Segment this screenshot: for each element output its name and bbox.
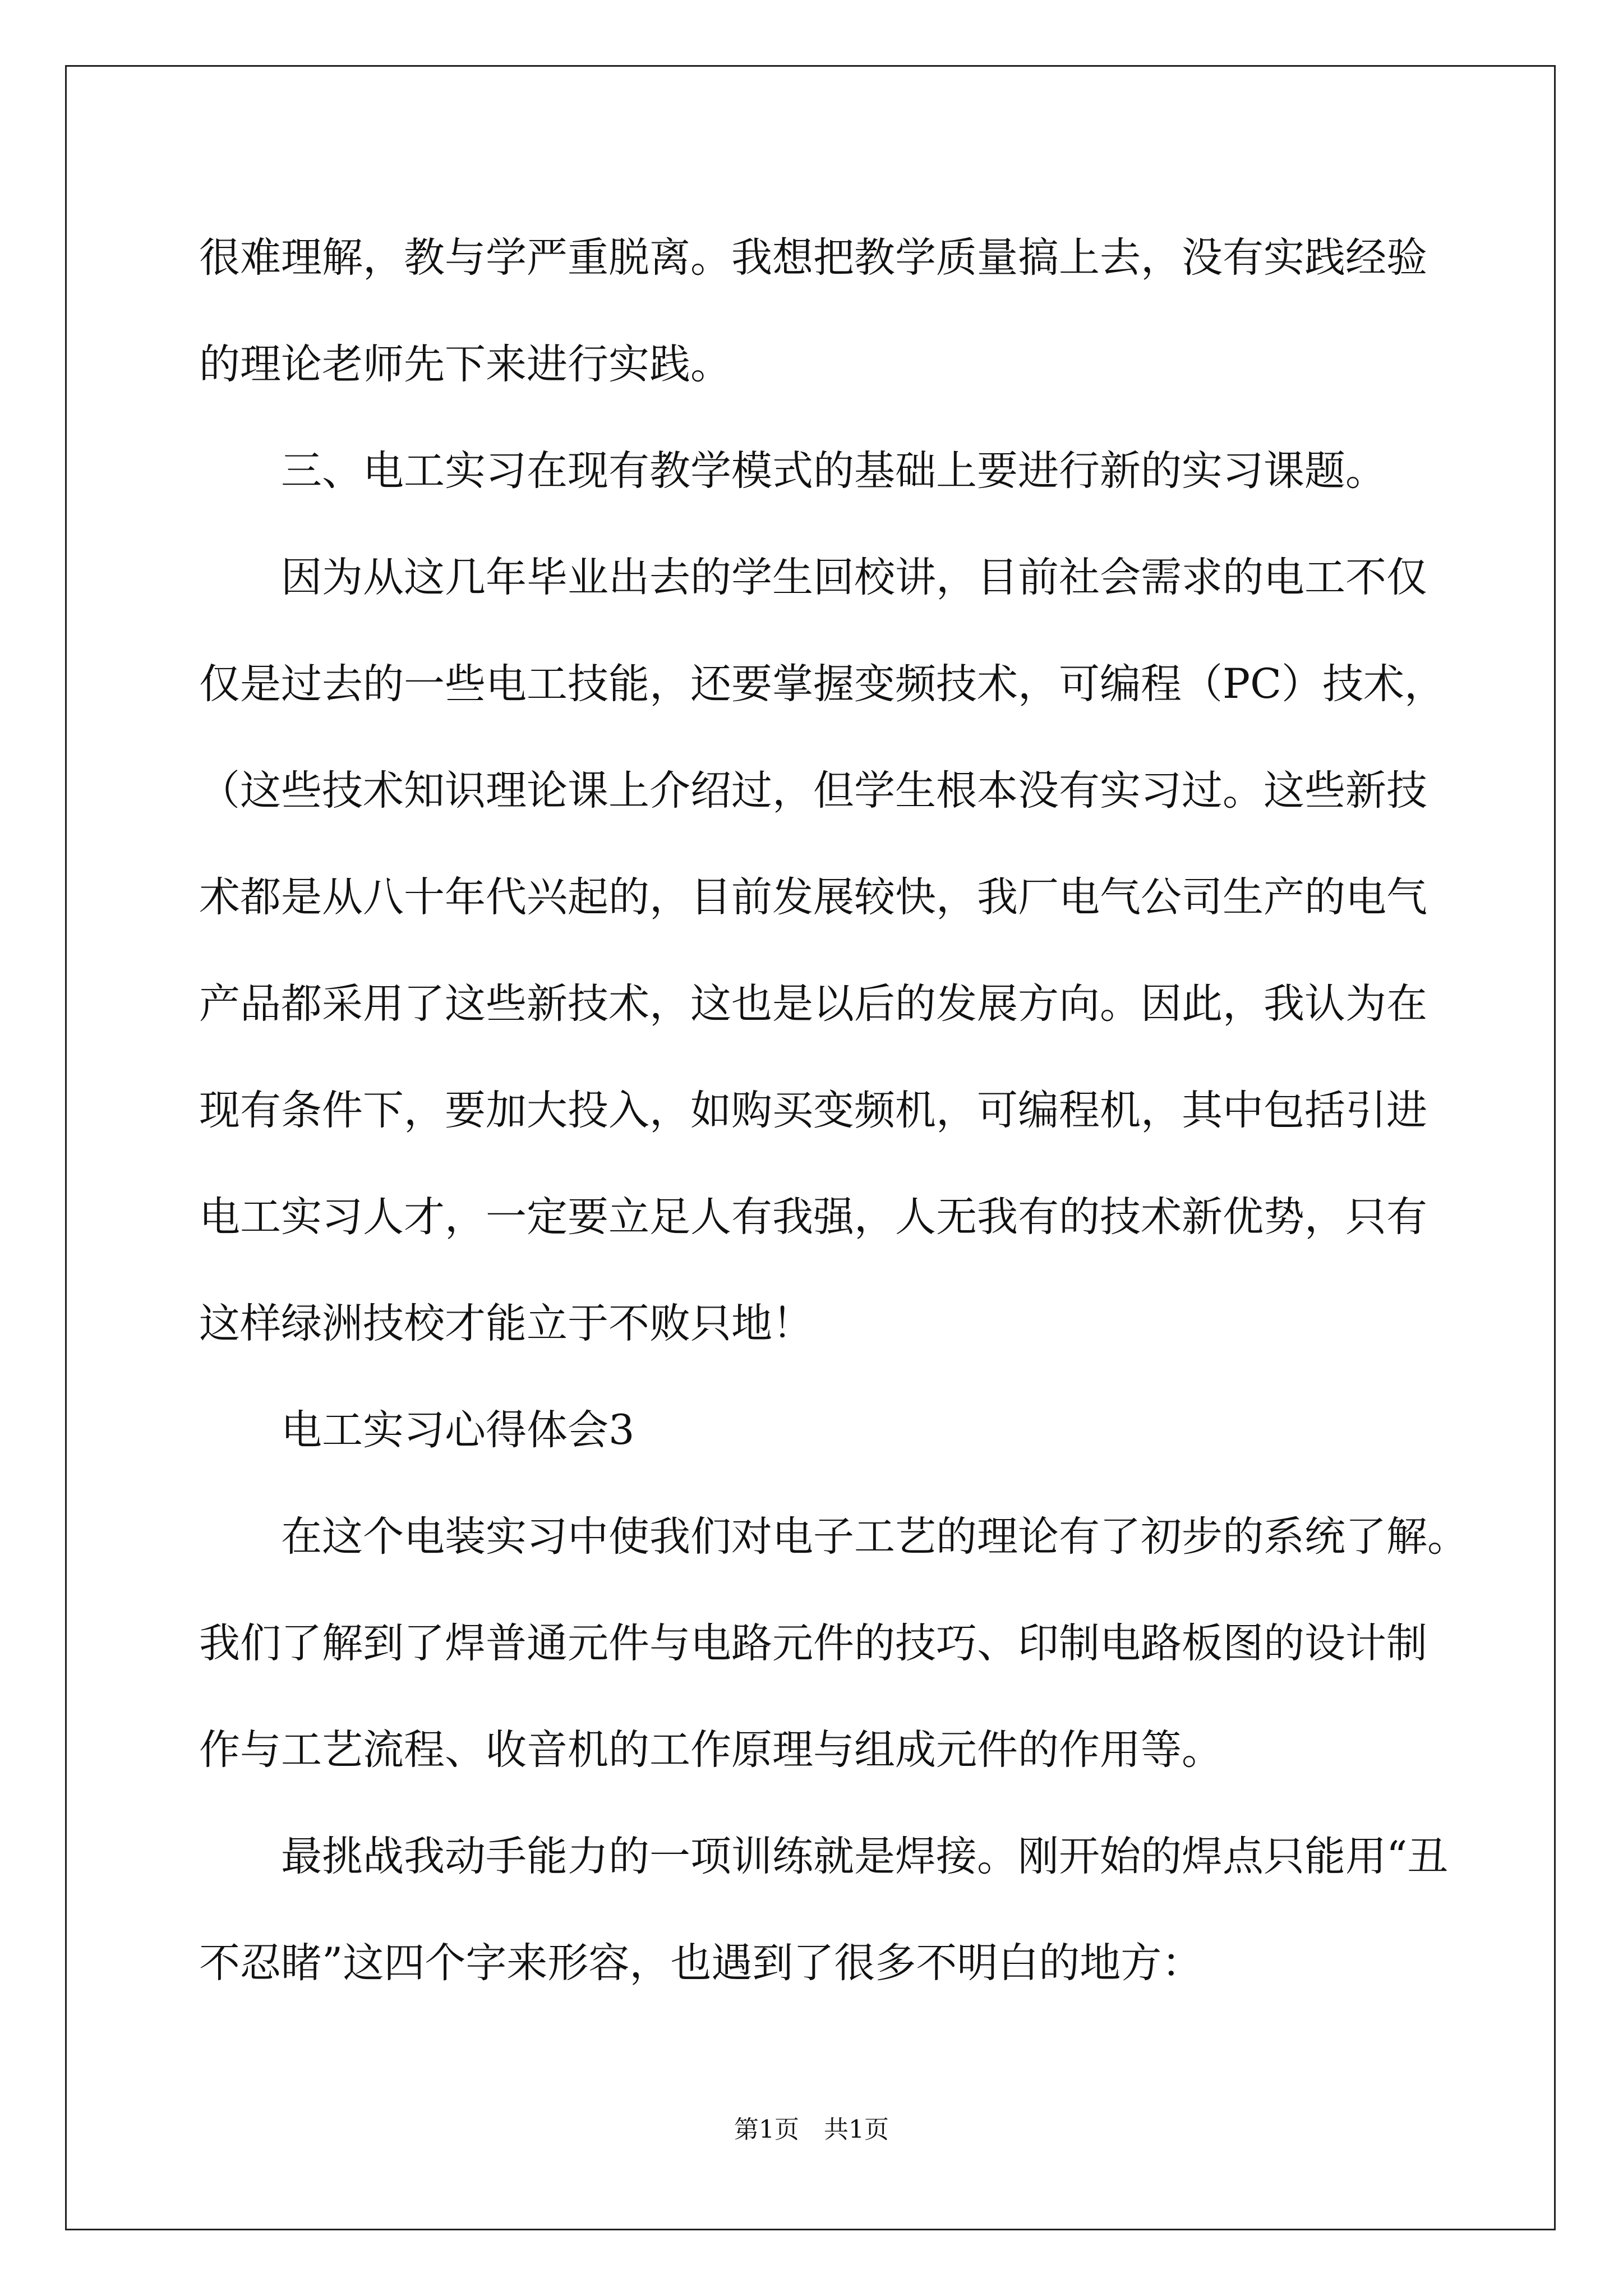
document-body	[199, 205, 1468, 2017]
text-line: 的理论老师先下来进行实践。	[199, 341, 731, 388]
text-line: 在这个电装实习中使我们对电子工艺的理论有了初步的系统了解。	[199, 1513, 1468, 1561]
text-line: 作与工艺流程、收音机的工作原理与组成元件的作用等。	[199, 1726, 1223, 1774]
text-line: 术都是从八十年代兴起的，目前发展较快，我厂电气公司生产的电气	[199, 873, 1427, 921]
page-footer: 第1页 共1页	[734, 2115, 889, 2144]
text-line: 产品都采用了这些新技术，这也是以后的发展方向。因此，我认为在	[199, 980, 1427, 1028]
article-title: 电工实习心得体会3	[199, 1406, 635, 1454]
text-line: 现有条件下，要加大投入，如购买变频机，可编程机，其中包括引进	[199, 1087, 1427, 1134]
text-line: 最挑战我动手能力的一项训练就是焊接。刚开始的焊点只能用“丑	[199, 1833, 1449, 1880]
text-line: 电工实习人才，一定要立足人有我强，人无我有的技术新优势，只有	[199, 1193, 1427, 1241]
section-heading: 三、电工实习在现有教学模式的基础上要进行新的实习课题。	[199, 447, 1386, 495]
text-line: 因为从这几年毕业出去的学生回校讲，目前社会需求的电工不仅	[199, 554, 1427, 601]
text-line: 这样绿洲技校才能立于不败只地！	[199, 1300, 813, 1347]
text-line: 很难理解，教与学严重脱离。我想把教学质量搞上去，没有实践经验	[199, 234, 1427, 282]
text-line: 仅是过去的一些电工技能，还要掌握变频技术，可编程（PC）技术，	[199, 660, 1445, 708]
text-line: 不忍睹”这四个字来形容，也遇到了很多不明白的地方：	[199, 1939, 1203, 1987]
text-line: （这些技术知识理论课上介绍过，但学生根本没有实习过。这些新技	[199, 767, 1427, 815]
text-line: 我们了解到了焊普通元件与电路元件的技巧、印制电路板图的设计制	[199, 1619, 1427, 1667]
